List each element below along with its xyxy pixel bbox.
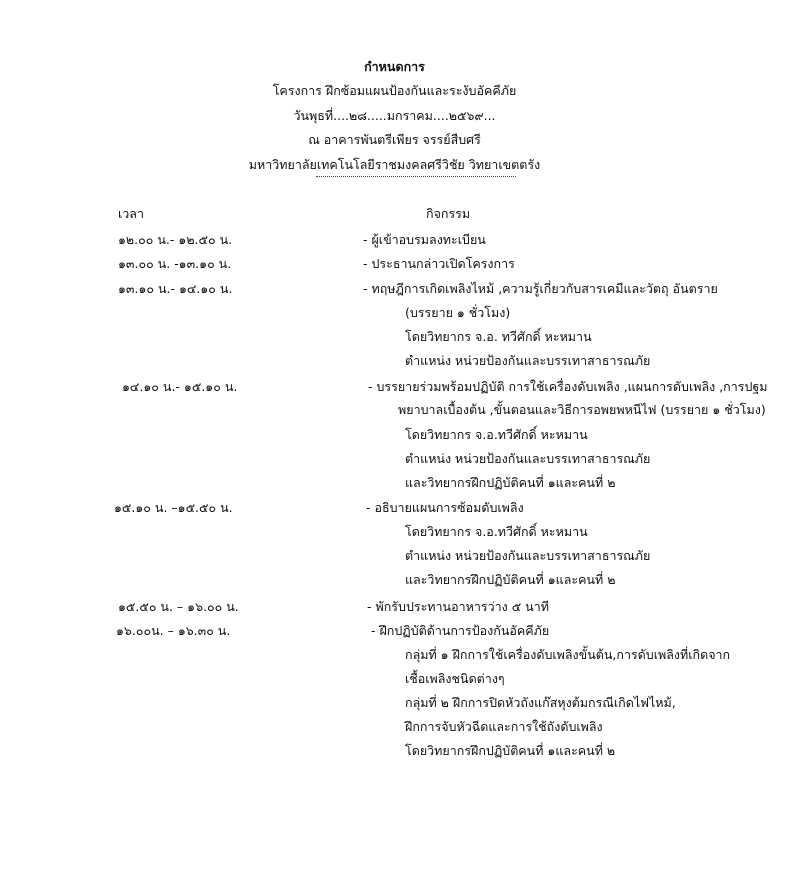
schedule-detail: (บรรยาย ๑ ชั่วโมง): [405, 305, 511, 320]
schedule-detail: และวิทยากรฝึกปฏิบัติคนที่ ๑และคนที่ ๒: [405, 475, 616, 490]
schedule-activity: - ประธานกล่าวเปิดโครงการ: [363, 256, 515, 271]
schedule-detail: โดยวิทยากร จ.อ.ทวีศักดิ์ หะหมาน: [405, 427, 588, 442]
header-divider: [316, 176, 516, 177]
schedule-time: ๑๕.๕๐ น. – ๑๖.๐๐ น.: [118, 599, 239, 614]
event-date: วันพุธที่....๒๘.....มกราคม....๒๕๖๙...: [293, 108, 496, 123]
schedule-time: ๑๕.๑๐ น. –๑๕.๕๐ น.: [114, 500, 233, 515]
schedule-activity: - อธิบายแผนการซ้อมดับเพลิง: [366, 500, 524, 515]
schedule-detail: ตำแหน่ง หน่วยป้องกันและบรรเทาสาธารณภัย: [405, 548, 651, 563]
document-title: กำหนดการ: [364, 59, 425, 74]
column-header-activity: กิจกรรม: [426, 206, 471, 221]
schedule-time: ๑๓.๑๐ น.- ๑๔.๑๐ น.: [118, 281, 233, 296]
schedule-detail: โดยวิทยากร จ.อ. ทวีศักดิ์ หะหมาน: [405, 329, 592, 344]
schedule-detail: โดยวิทยากรฝึกปฏิบัติคนที่ ๑และคนที่ ๒: [405, 743, 616, 758]
schedule-activity: - ฝึกปฏิบัติด้านการป้องกันอัคคีภัย: [371, 623, 550, 638]
schedule-detail: โดยวิทยากร จ.อ.ทวีศักดิ์ หะหมาน: [405, 524, 588, 539]
schedule-detail: เชื้อเพลิงชนิดต่างๆ: [405, 671, 505, 686]
schedule-time: ๑๒.๐๐ น.- ๑๒.๕๐ น.: [118, 232, 233, 247]
project-name: โครงการ ฝึกซ้อมแผนป้องกันและระงับอัคคีภัย: [272, 83, 517, 98]
schedule-detail: ตำแหน่ง หน่วยป้องกันและบรรเทาสาธารณภัย: [405, 353, 651, 368]
schedule-activity: - พักรับประทานอาหารว่าง ๕ นาที: [367, 599, 549, 614]
column-header-time: เวลา: [118, 206, 144, 221]
schedule-activity: - ทฤษฎีการเกิดเพลิงไหม้ ,ความรู้เกี่ยวกับสารเคมีและวัตถุ อันตราย: [363, 281, 718, 296]
schedule-detail: พยาบาลเบื้องต้น ,ขั้นตอนและวิธีการอพยพหนีไฟ (บรรยาย ๑ ชั่วโมง): [398, 402, 766, 417]
schedule-detail: กลุ่มที่ ๑ ฝึกการใช้เครื่องดับเพลิงขั้นต้น,การดับเพลิงที่เกิดจาก: [405, 647, 731, 662]
university-name: มหาวิทยาลัยเทคโนโลยีราชมงคลศรีวิชัย วิทยาเขตตรัง: [248, 157, 541, 172]
schedule-activity: - บรรยายร่วมพร้อมปฏิบัติ การใช้เครื่องดับเพลิง ,แผนการดับเพลิง ,การปฐม: [368, 379, 768, 394]
schedule-detail: กลุ่มที่ ๒ ฝึกการปิดหัวถังแก๊สหุงต้มกรณีเกิดไฟไหม้,: [405, 695, 676, 710]
schedule-detail: ตำแหน่ง หน่วยป้องกันและบรรเทาสาธารณภัย: [405, 451, 651, 466]
schedule-time: ๑๓.๐๐ น. -๑๓.๑๐ น.: [118, 256, 232, 271]
schedule-detail: และวิทยากรฝึกปฏิบัติคนที่ ๑และคนที่ ๒: [405, 572, 616, 587]
schedule-time: ๑๖.๐๐น. – ๑๖.๓๐ น.: [116, 623, 231, 638]
schedule-detail: ฝึกการจับหัวฉีดและการใช้ถังดับเพลิง: [405, 719, 603, 734]
event-venue: ณ อาคารพันตรีเพียร จรรย์สืบศรี: [308, 132, 481, 147]
schedule-time: ๑๔.๑๐ น.- ๑๕.๑๐ น.: [122, 379, 238, 394]
schedule-activity: - ผู้เข้าอบรมลงทะเบียน: [363, 232, 486, 247]
